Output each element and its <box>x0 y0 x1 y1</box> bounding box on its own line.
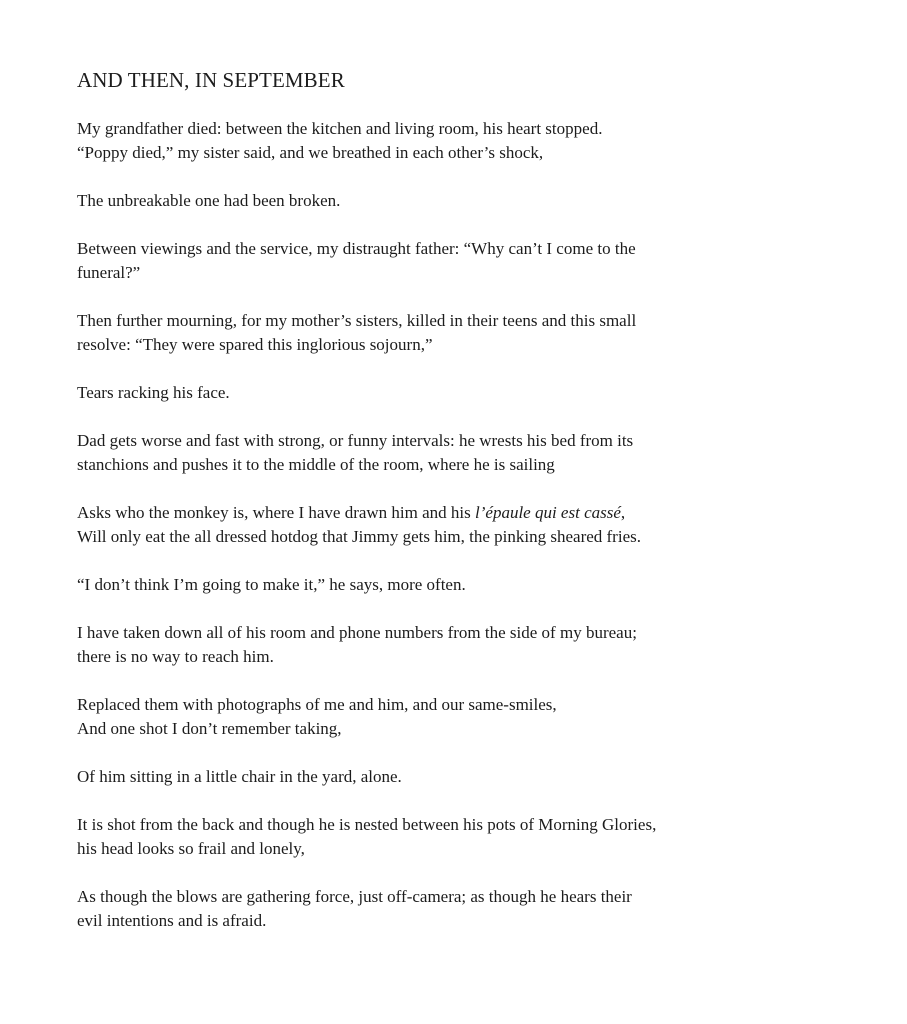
stanza-4 <box>77 309 867 357</box>
poem-line: Of him sitting in a little chair in the yard, alone. <box>77 767 402 786</box>
poem-line: evil intentions and is afraid. <box>77 911 267 930</box>
poem-line <box>77 501 867 525</box>
poem-line: Then further mourning, for my mother’s sisters, killed in their teens and this small <box>77 311 637 330</box>
poem-line: The unbreakable one had been broken. <box>77 191 341 210</box>
document-page <box>77 66 867 957</box>
stanza-11 <box>77 765 867 789</box>
stanza-10 <box>77 693 867 741</box>
poem-line: there is no way to reach him. <box>77 647 274 666</box>
stanza-5 <box>77 381 867 405</box>
poem-line-italic-text: l’épaule qui est cassé <box>475 503 621 522</box>
poem-line: “I don’t think I’m going to make it,” he says, more often. <box>77 575 466 594</box>
poem-line-text: , <box>620 503 626 522</box>
poem-line: Dad gets worse and fast with strong, or funny intervals: he wrests his bed from its <box>77 431 634 450</box>
poem-line: funeral?” <box>77 263 141 282</box>
poem-line: Replaced them with photographs of me and him, and our same-smiles, <box>77 695 557 714</box>
stanza-3 <box>77 237 867 285</box>
stanza-12 <box>77 813 867 861</box>
poem-line: It is shot from the back and though he is nested between his pots of Morning Glories, <box>77 815 657 834</box>
poem-line: My grandfather died: between the kitchen and living room, his heart stopped. <box>77 119 603 138</box>
stanza-1 <box>77 117 867 165</box>
poem-line: As though the blows are gathering force, just off-camera; as though he hears their <box>77 887 632 906</box>
poem-line: And one shot I don’t remember taking, <box>77 719 342 738</box>
stanza-6 <box>77 429 867 477</box>
stanza-2 <box>77 189 867 213</box>
stanza-7 <box>77 501 867 549</box>
stanza-13 <box>77 885 867 933</box>
poem-line-text: Asks who the monkey is, where I have drawn him and his <box>77 503 476 522</box>
poem-line: stanchions and pushes it to the middle of the room, where he is sailing <box>77 455 555 474</box>
poem-line: Will only eat the all dressed hotdog that Jimmy gets him, the pinking sheared fries. <box>77 527 641 546</box>
poem-line: “Poppy died,” my sister said, and we breathed in each other’s shock, <box>77 143 544 162</box>
poem-line: resolve: “They were spared this inglorious sojourn,” <box>77 335 433 354</box>
poem-line: his head looks so frail and lonely, <box>77 839 305 858</box>
stanza-9 <box>77 621 867 669</box>
poem-line: I have taken down all of his room and phone numbers from the side of my bureau; <box>77 623 637 642</box>
poem-line: Between viewings and the service, my distraught father: “Why can’t I come to the <box>77 239 636 258</box>
poem-title: AND THEN, IN SEPTEMBER <box>77 68 345 92</box>
stanza-8 <box>77 573 867 597</box>
poem-line: Tears racking his face. <box>77 383 230 402</box>
